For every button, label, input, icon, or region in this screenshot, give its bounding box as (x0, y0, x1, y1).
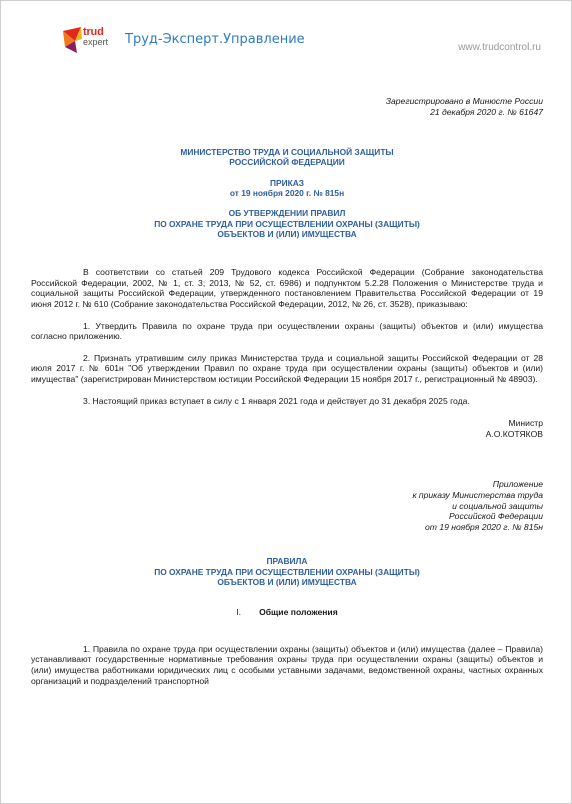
rules-heading (31, 556, 543, 587)
appendix-line-3: и социальной защиты (452, 500, 543, 511)
order-subject (31, 208, 543, 239)
logo-triangles-icon (61, 25, 83, 55)
order-subject-line-3: ОБЪЕКТОВ И (ИЛИ) ИМУЩЕСТВА (217, 228, 357, 239)
logo-expert-text: expert (83, 37, 109, 47)
signature-name: А.О.КОТЯКОВ (485, 428, 543, 439)
site-url-link[interactable]: www.trudcontrol.ru (458, 42, 541, 53)
registration-line-2: 21 декабря 2020 г. № 61647 (430, 106, 543, 117)
section-number: I. (236, 607, 242, 618)
trud-expert-logo[interactable] (61, 25, 121, 55)
document-body (31, 96, 543, 686)
appendix-line-5: от 19 ноября 2020 г. № 815н (425, 521, 543, 532)
page-header (1, 1, 571, 61)
order-heading (31, 178, 543, 199)
order-item-3: 3. Настоящий приказ вступает в силу с 1 января 2021 года и действует до 31 декабря 2025 года. (83, 395, 470, 406)
rules-title-line-1: ПРАВИЛА (266, 556, 308, 567)
appendix-line-4: Российской Федерации (449, 511, 543, 522)
appendix-line-1: Приложение (492, 479, 543, 490)
section-paragraph-1: 1. Правила по охране труда при осуществлении охраны (защиты) объектов и (или) имущества (далее – Правила) устанавливают государственные нормативные требования охраны труда при осуществлении охраны (защиты) объектов и (или) имущества работниками юридических лиц с особыми уставными задачами, ведомственной охраны, частных охранных организаций и подразделений транспортной (31, 643, 543, 686)
preamble-paragraph: В соответствии со статьей 209 Трудового кодекса Российской Федерации (Собрание законодательства Российской Федерации, 2002, № 1, ст. 3; 2013, № 52, ст. 6986) и подпунктом 5.2.28 Положения о Министерстве труда и социальной защиты Российской Федерации, утвержденного постановлением Правительства Российской Федерации от 19 июня 2012 г. № 610 (Собрание законодательства Российской Федерации, 2012, № 26, ст. 3528), приказываю: (31, 267, 543, 310)
appendix-note (31, 479, 543, 532)
registration-note (31, 96, 543, 117)
order-title: ПРИКАЗ (269, 177, 305, 188)
logo-trud-text: trud (83, 26, 104, 38)
ministry-line-2: РОССИЙСКОЙ ФЕДЕРАЦИИ (229, 157, 345, 168)
section-title: Общие положения (259, 607, 338, 618)
appendix-line-2: к приказу Министерства труда (412, 489, 543, 500)
ministry-heading (31, 147, 543, 168)
registration-line-1: Зарегистрировано в Минюсте России (385, 96, 543, 106)
order-subject-line-2: ПО ОХРАНЕ ТРУДА ПРИ ОСУЩЕСТВЛЕНИИ ОХРАНЫ (ЗАЩИТЫ) (154, 218, 420, 229)
rules-title-line-2: ПО ОХРАНЕ ТРУДА ПРИ ОСУЩЕСТВЛЕНИИ ОХРАНЫ (ЗАЩИТЫ) (154, 566, 420, 577)
order-item-2: 2. Признать утратившим силу приказ Министерства труда и социальной защиты Российской Федерации от 28 июля 2017 г. № 601н "Об утверждении Правил по охране труда при осуществлении охраны (защиты) объектов и (или) имущества" (зарегистрирован Министерством юстиции Российской Федерации 15 ноября 2017 г., регистрационный № 48903). (31, 352, 543, 385)
signature-block (31, 418, 543, 439)
signature-position: Министр (508, 418, 543, 429)
order-item-1: 1. Утвердить Правила по охране труда при осуществлении охраны (защиты) объектов и (или) имущества согласно приложению. (31, 320, 543, 342)
section-heading (31, 607, 543, 618)
brand-name[interactable]: Труд-Эксперт.Управление (125, 32, 305, 47)
order-subject-line-1: ОБ УТВЕРЖДЕНИИ ПРАВИЛ (228, 208, 346, 219)
order-date-number: от 19 ноября 2020 г. № 815н (229, 188, 345, 199)
ministry-line-1: МИНИСТЕРСТВО ТРУДА И СОЦИАЛЬНОЙ ЗАЩИТЫ (180, 147, 394, 158)
rules-title-line-3: ОБЪЕКТОВ И (ИЛИ) ИМУЩЕСТВА (217, 576, 357, 587)
